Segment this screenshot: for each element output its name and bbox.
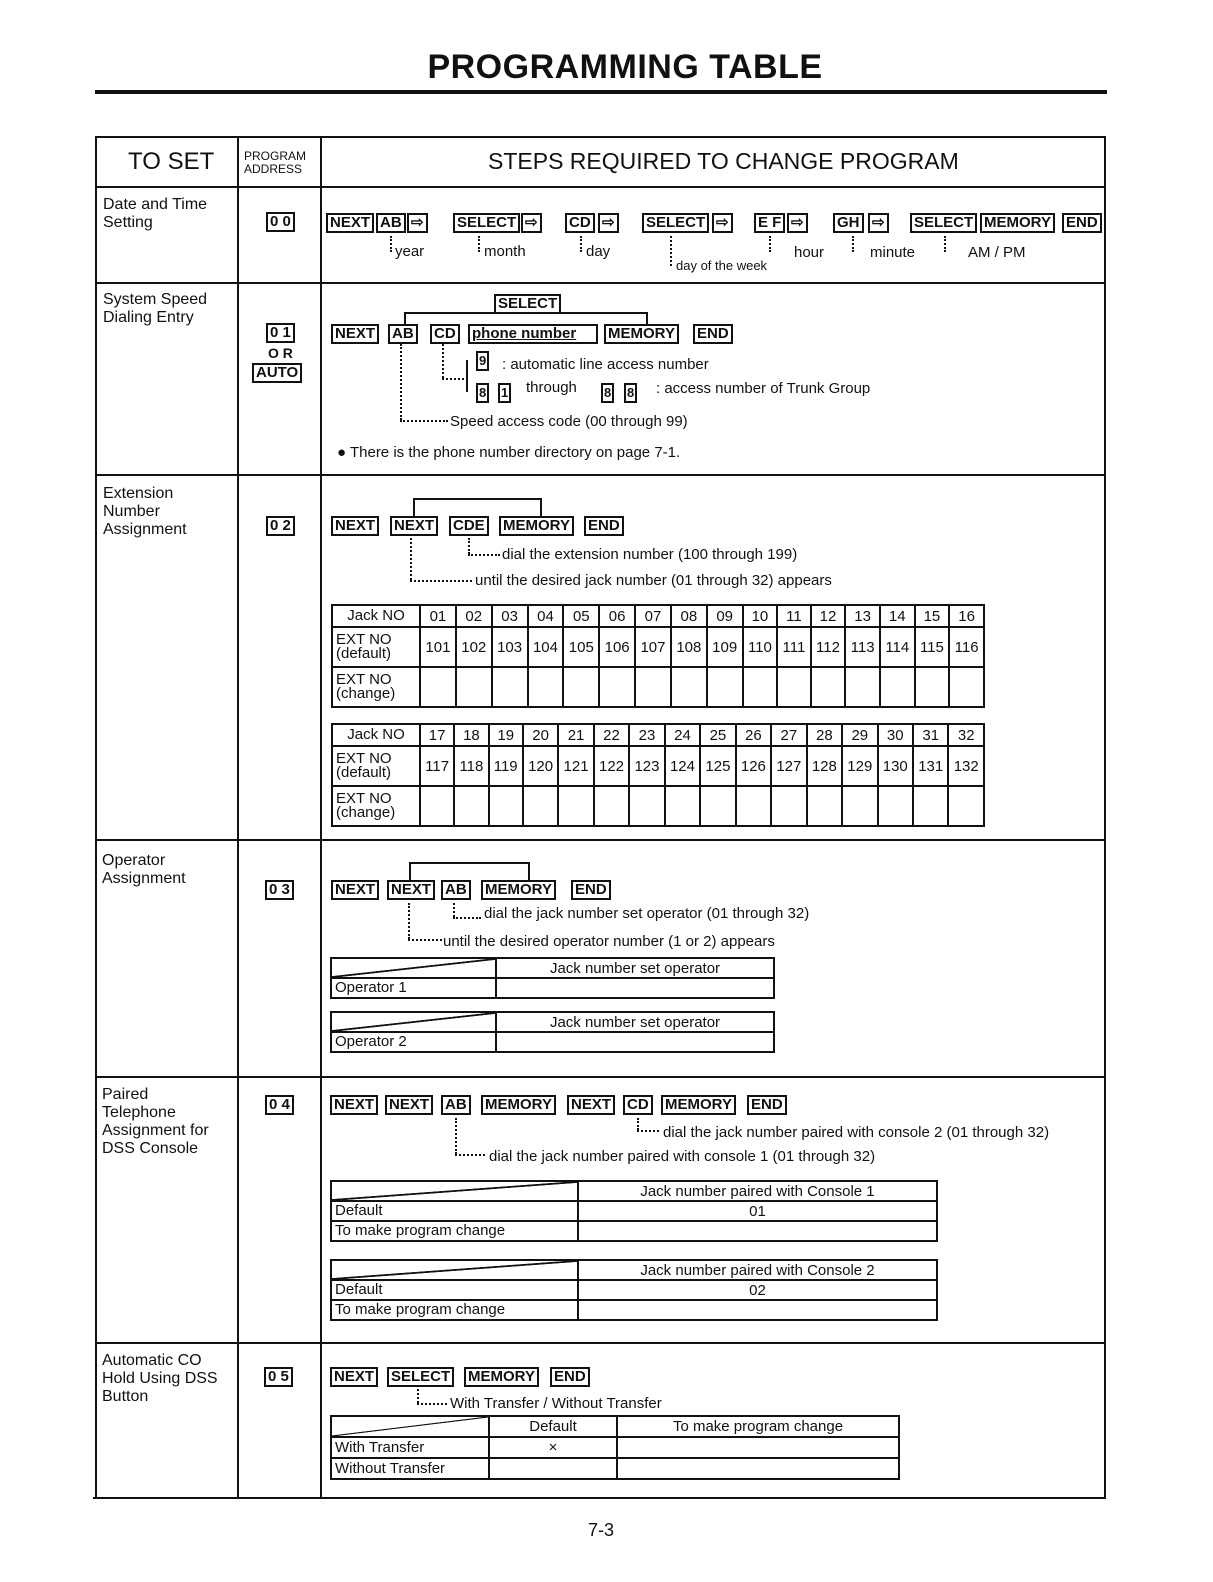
ext-no-cell[interactable] <box>665 786 700 826</box>
note-console-2: dial the jack number paired with console 2 (01 through 32) <box>663 1124 1050 1141</box>
ext-no-cell: 112 <box>811 627 846 667</box>
ext-no-cell: 117 <box>420 746 454 786</box>
ext-no-cell[interactable] <box>811 667 846 707</box>
key-end: END <box>693 324 733 344</box>
note-year: year <box>395 243 425 260</box>
ext-no-cell: 131 <box>913 746 948 786</box>
ext-no-cell: 113 <box>845 627 880 667</box>
select-key: SELECT <box>494 294 561 314</box>
ext-no-cell: 120 <box>523 746 558 786</box>
key-select: SELECT <box>910 213 977 233</box>
jack-no-cell: 21 <box>558 724 593 746</box>
assignment-table <box>330 1259 938 1321</box>
jack-no-cell: 01 <box>420 605 456 627</box>
note-auto-line: : automatic line access number <box>502 356 709 373</box>
address-key: 0 2 <box>266 516 295 536</box>
ext-no-cell: 123 <box>629 746 664 786</box>
jack-no-cell: 09 <box>707 605 743 627</box>
key-next: NEXT <box>390 516 438 536</box>
bullet-note: ● There is the phone number directory on page 7-1. <box>337 444 681 461</box>
diagonal-cell <box>331 1260 578 1280</box>
arrow-right-icon: ⇨ <box>787 213 808 233</box>
ext-no-cell[interactable] <box>528 667 564 707</box>
key-next: NEXT <box>387 880 435 900</box>
note-through: through <box>526 379 577 396</box>
jack-no-cell: 08 <box>671 605 707 627</box>
address-or: O R <box>268 345 293 361</box>
key-next: NEXT <box>331 516 379 536</box>
key-memory: MEMORY <box>499 516 574 536</box>
jack-no-cell: 13 <box>845 605 880 627</box>
ext-no-cell[interactable] <box>845 667 880 707</box>
value-cell[interactable] <box>496 1032 774 1052</box>
ext-no-cell: 116 <box>949 627 984 667</box>
jack-no-cell: 26 <box>736 724 771 746</box>
jack-no-cell: 31 <box>913 724 948 746</box>
note-month: month <box>484 243 526 260</box>
ext-no-cell[interactable] <box>842 786 877 826</box>
key-ab: AB <box>376 213 406 233</box>
ext-no-cell[interactable] <box>492 667 528 707</box>
key-end: END <box>571 880 611 900</box>
ext-no-cell: 129 <box>842 746 877 786</box>
key-8: 8 <box>476 383 489 403</box>
ext-no-cell[interactable] <box>558 786 593 826</box>
row-head: Jack NO <box>332 724 420 746</box>
ext-no-cell: 115 <box>915 627 950 667</box>
col-header: Jack number paired with Console 2 <box>578 1260 937 1280</box>
jack-no-cell: 12 <box>811 605 846 627</box>
arrow-right-icon: ⇨ <box>598 213 619 233</box>
arrow-right-icon: ⇨ <box>407 213 428 233</box>
jack-no-cell: 27 <box>771 724 806 746</box>
default-cell: × <box>489 1437 617 1458</box>
row-head: To make program change <box>331 1300 578 1320</box>
row-head: EXT NO (change) <box>332 667 420 707</box>
note-trunk-group: : access number of Trunk Group <box>656 380 871 397</box>
jack-no-cell: 23 <box>629 724 664 746</box>
key-phone-number: phone number <box>468 324 598 344</box>
row-label: DSS Console <box>102 1140 199 1157</box>
jack-no-cell: 05 <box>563 605 599 627</box>
page-title: PROGRAMMING TABLE <box>427 48 823 86</box>
jack-table-2 <box>331 723 985 827</box>
value-cell[interactable] <box>578 1300 937 1320</box>
row-label: Dialing Entry <box>103 309 194 326</box>
row-head: Jack NO <box>332 605 420 627</box>
ext-no-cell: 109 <box>707 627 743 667</box>
ext-no-cell[interactable] <box>949 667 984 707</box>
ext-no-cell[interactable] <box>420 786 454 826</box>
ext-no-cell[interactable] <box>700 786 735 826</box>
ext-no-cell: 126 <box>736 746 771 786</box>
key-select: SELECT <box>642 213 709 233</box>
key-memory: MEMORY <box>604 324 679 344</box>
jack-no-cell: 16 <box>949 605 984 627</box>
row-head: Operator 1 <box>331 978 496 998</box>
row-head: EXT NO (change) <box>332 786 420 826</box>
ext-no-cell[interactable] <box>880 667 915 707</box>
row-head: To make program change <box>331 1221 578 1241</box>
row-head: EXT NO (default) <box>332 627 420 667</box>
ext-no-cell: 127 <box>771 746 806 786</box>
jack-no-cell: 14 <box>880 605 915 627</box>
key-next: NEXT <box>331 880 379 900</box>
ext-no-cell: 105 <box>563 627 599 667</box>
ext-no-cell[interactable] <box>599 667 635 707</box>
jack-no-cell: 22 <box>594 724 629 746</box>
ext-no-cell[interactable] <box>915 667 950 707</box>
col-header: Default <box>489 1416 617 1437</box>
ext-no-cell: 118 <box>454 746 488 786</box>
note-until-operator: until the desired operator number (1 or 2) appears <box>443 933 775 950</box>
ext-no-cell: 114 <box>880 627 915 667</box>
change-cell <box>617 1437 899 1458</box>
ext-no-cell: 104 <box>528 627 564 667</box>
ext-no-cell[interactable] <box>771 786 806 826</box>
ext-no-cell: 108 <box>671 627 707 667</box>
row-head: Without Transfer <box>331 1458 489 1479</box>
address-key: 0 4 <box>265 1095 294 1115</box>
key-ab: AB <box>388 324 418 344</box>
ext-no-cell: 106 <box>599 627 635 667</box>
key-select: SELECT <box>453 213 520 233</box>
ext-no-cell: 107 <box>635 627 671 667</box>
change-cell <box>617 1458 899 1479</box>
ext-no-cell: 102 <box>456 627 492 667</box>
jack-no-cell: 06 <box>599 605 635 627</box>
note-day: day <box>586 243 611 260</box>
key-cd: CD <box>623 1095 653 1115</box>
jack-table-1 <box>331 604 985 708</box>
jack-no-cell: 10 <box>743 605 778 627</box>
key-next: NEXT <box>326 213 374 233</box>
address-key: 0 5 <box>264 1367 293 1387</box>
note-until-jack: until the desired jack number (01 through 32) appears <box>475 572 832 589</box>
diagonal-cell <box>331 958 496 978</box>
ext-no-cell[interactable] <box>736 786 771 826</box>
arrow-right-icon: ⇨ <box>712 213 733 233</box>
ext-no-cell[interactable] <box>563 667 599 707</box>
diagonal-cell <box>331 1181 578 1201</box>
key-1: 1 <box>498 383 511 403</box>
row-label: Setting <box>103 214 153 231</box>
jack-no-cell: 04 <box>528 605 564 627</box>
jack-no-cell: 28 <box>807 724 842 746</box>
note-dial-jack-operator: dial the jack number set operator (01 through 32) <box>484 905 810 922</box>
assignment-table <box>330 1011 775 1053</box>
ext-no-cell: 122 <box>594 746 629 786</box>
ext-no-cell[interactable] <box>707 667 743 707</box>
key-end: END <box>1062 213 1102 233</box>
page-number: 7-3 <box>588 1520 615 1540</box>
key-gh: GH <box>833 213 864 233</box>
ext-no-cell[interactable] <box>454 786 488 826</box>
default-cell <box>489 1458 617 1479</box>
row-label: Automatic CO <box>102 1352 202 1369</box>
jack-no-cell: 02 <box>456 605 492 627</box>
ext-no-cell: 124 <box>665 746 700 786</box>
note-console-1: dial the jack number paired with console 1 (01 through 32) <box>489 1148 876 1165</box>
key-end: END <box>550 1367 590 1387</box>
key-cd: CD <box>430 324 460 344</box>
jack-no-cell: 17 <box>420 724 454 746</box>
jack-no-cell: 20 <box>523 724 558 746</box>
row-label: Hold Using DSS <box>102 1370 218 1387</box>
key-memory: MEMORY <box>481 880 556 900</box>
ext-no-cell[interactable] <box>948 786 984 826</box>
row-label: Button <box>102 1388 149 1405</box>
ext-no-cell[interactable] <box>594 786 629 826</box>
col-header: Jack number set operator <box>496 1012 774 1032</box>
row-label: Assignment <box>102 870 186 887</box>
assignment-table <box>330 1180 938 1242</box>
row-label: Number <box>103 503 160 520</box>
note-day-of-week: day of the week <box>676 258 768 273</box>
ext-no-cell[interactable] <box>635 667 671 707</box>
address-key: 0 1 <box>266 323 295 343</box>
row-head: With Transfer <box>331 1437 489 1458</box>
row-label: Telephone <box>102 1104 176 1121</box>
header-steps: STEPS REQUIRED TO CHANGE PROGRAM <box>488 148 959 174</box>
key-ef: E F <box>754 213 785 233</box>
header-to-set: TO SET <box>128 148 215 175</box>
note-minute: minute <box>870 244 916 261</box>
header-program-label: PROGRAM <box>244 149 307 163</box>
key-select: SELECT <box>387 1367 454 1387</box>
ext-no-cell[interactable] <box>671 667 707 707</box>
ext-no-cell[interactable] <box>629 786 664 826</box>
diagonal-cell <box>331 1012 496 1032</box>
key-next: NEXT <box>330 1367 378 1387</box>
key-end: END <box>747 1095 787 1115</box>
bullet-text: There is the phone number directory on page 7-1. <box>349 444 681 461</box>
assignment-table <box>330 957 775 999</box>
ext-no-cell: 125 <box>700 746 735 786</box>
key-next: NEXT <box>567 1095 615 1115</box>
key-memory: MEMORY <box>464 1367 539 1387</box>
transfer-table <box>330 1415 900 1480</box>
ext-no-cell[interactable] <box>807 786 842 826</box>
header-address-label: ADDRESS <box>244 162 303 176</box>
value-cell[interactable] <box>578 1221 937 1241</box>
jack-no-cell: 15 <box>915 605 950 627</box>
key-memory: MEMORY <box>980 213 1055 233</box>
note-dial-extension: dial the extension number (100 through 199) <box>502 546 798 563</box>
ext-no-cell: 128 <box>807 746 842 786</box>
jack-no-cell: 29 <box>842 724 877 746</box>
row-head: Default <box>331 1280 578 1300</box>
title-rule <box>95 90 1107 94</box>
ext-no-cell: 119 <box>489 746 523 786</box>
ext-no-cell: 111 <box>777 627 810 667</box>
address-key: 0 3 <box>265 880 294 900</box>
row-label: Extension <box>103 485 174 502</box>
ext-no-cell: 103 <box>492 627 528 667</box>
ext-no-cell[interactable] <box>913 786 948 826</box>
jack-no-cell: 11 <box>777 605 810 627</box>
key-end: END <box>584 516 624 536</box>
ext-no-cell: 110 <box>743 627 778 667</box>
row-label: Date and Time <box>103 196 208 213</box>
arrow-right-icon: ⇨ <box>868 213 889 233</box>
jack-no-cell: 03 <box>492 605 528 627</box>
row-head: Default <box>331 1201 578 1221</box>
key-memory: MEMORY <box>481 1095 556 1115</box>
note-transfer: With Transfer / Without Transfer <box>450 1395 662 1412</box>
ext-no-cell[interactable] <box>878 786 913 826</box>
row-head: EXT NO (default) <box>332 746 420 786</box>
key-next: NEXT <box>385 1095 433 1115</box>
arrow-right-icon: ⇨ <box>521 213 542 233</box>
row-label: Operator <box>102 852 166 869</box>
ext-no-cell: 101 <box>420 627 456 667</box>
key-next: NEXT <box>330 1095 378 1115</box>
value-cell[interactable] <box>496 978 774 998</box>
key-cde: CDE <box>449 516 489 536</box>
key-next: NEXT <box>331 324 379 344</box>
jack-no-cell: 24 <box>665 724 700 746</box>
note-am-pm: AM / PM <box>968 244 1026 261</box>
jack-no-cell: 32 <box>948 724 984 746</box>
jack-no-cell: 19 <box>489 724 523 746</box>
row-label: System Speed <box>103 291 208 308</box>
row-head: Operator 2 <box>331 1032 496 1052</box>
ext-no-cell[interactable] <box>456 667 492 707</box>
key-ab: AB <box>441 880 471 900</box>
jack-no-cell: 18 <box>454 724 488 746</box>
key-8: 8 <box>601 383 614 403</box>
col-header: To make program change <box>617 1416 899 1437</box>
note-hour: hour <box>794 244 825 261</box>
address-key: 0 0 <box>266 212 295 232</box>
note-speed-access: Speed access code (00 through 99) <box>450 413 688 430</box>
key-8: 8 <box>624 383 637 403</box>
ext-no-cell[interactable] <box>777 667 810 707</box>
ext-no-cell[interactable] <box>489 786 523 826</box>
ext-no-cell: 130 <box>878 746 913 786</box>
col-header: Jack number paired with Console 1 <box>578 1181 937 1201</box>
key-ab: AB <box>441 1095 471 1115</box>
key-cd: CD <box>565 213 595 233</box>
ext-no-cell[interactable] <box>523 786 558 826</box>
ext-no-cell[interactable] <box>420 667 456 707</box>
jack-no-cell: 25 <box>700 724 735 746</box>
row-label: Assignment for <box>102 1122 209 1139</box>
ext-no-cell[interactable] <box>743 667 778 707</box>
key-memory: MEMORY <box>661 1095 736 1115</box>
key-9: 9 <box>476 351 489 371</box>
ext-no-cell: 132 <box>948 746 984 786</box>
header-program-address <box>244 150 306 176</box>
jack-no-cell: 07 <box>635 605 671 627</box>
address-auto-key: AUTO <box>252 363 302 383</box>
col-header: Jack number set operator <box>496 958 774 978</box>
row-label: Paired <box>102 1086 149 1103</box>
ext-no-cell: 121 <box>558 746 593 786</box>
value-cell[interactable]: 02 <box>578 1280 937 1300</box>
value-cell[interactable]: 01 <box>578 1201 937 1221</box>
diagonal-cell <box>331 1416 489 1437</box>
row-label: Assignment <box>103 521 187 538</box>
jack-no-cell: 30 <box>878 724 913 746</box>
